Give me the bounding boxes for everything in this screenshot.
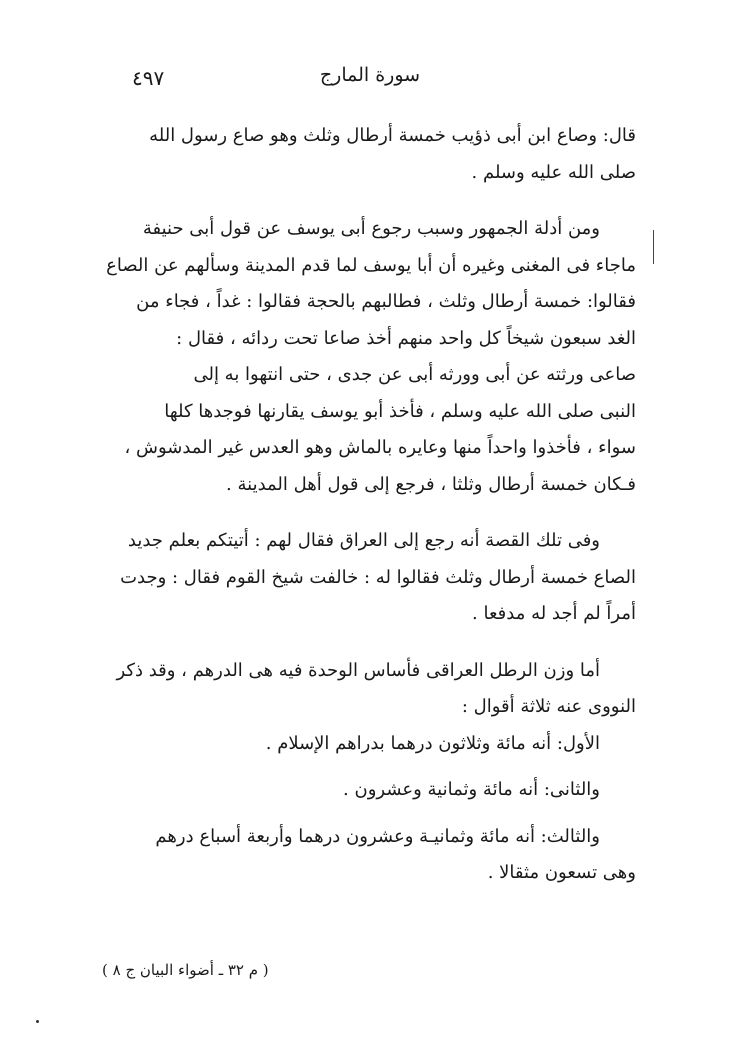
text-line: أمراً لم أجد له مدفعا . xyxy=(472,603,636,624)
text-line: أما وزن الرطل العراقى فأساس الوحدة فيه هى الدرهم ، وقد ذكر xyxy=(116,659,600,681)
text-line: سواء ، فأخذوا واحداً منها وعايره بالماش وهو العدس غير المدشوش ، xyxy=(124,437,636,458)
paragraph-5 xyxy=(102,726,636,763)
text-line: وفى تلك القصة أنه رجع إلى العراق فقال لهم : أتيتكم بعلم جديد xyxy=(127,530,600,551)
body-text xyxy=(102,118,636,892)
stray-dot xyxy=(36,1020,39,1023)
text-line: قال: وصاع ابن أبى ذؤيب خمسة أرطال وثلث وهو صاع رسول الله xyxy=(149,125,636,146)
text-line: النووى عنه ثلاثة أقوال : xyxy=(461,696,636,717)
text-line: والثالث: أنه مائة وثمانيـة وعشرون درهما وأربعة أسباع درهم xyxy=(155,825,600,847)
paragraph-7 xyxy=(102,819,636,892)
text-line: صاعى ورثته عن أبى وورثه أبى عن جدى ، حتى انتهوا به إلى xyxy=(193,364,636,385)
footer-signature: ( م ٣٢ ـ أضواء البيان ج ٨ ) xyxy=(102,961,269,979)
page-number: ٤٩٧ xyxy=(132,66,165,90)
paragraph-gap xyxy=(102,762,636,772)
text-line: والثانى: أنه مائة وثمانية وعشرون . xyxy=(343,779,600,800)
paragraph-gap xyxy=(102,191,636,211)
paragraph-2 xyxy=(102,211,636,503)
text-line: ومن أدلة الجمهور وسبب رجوع أبى يوسف عن قول أبى حنيفة xyxy=(142,218,600,239)
text-line: فقالوا: خمسة أرطال وثلث ، فطالبهم بالحجة فقالوا : غداً ، فجاء من xyxy=(136,291,636,312)
paragraph-gap xyxy=(102,633,636,653)
paragraph-6 xyxy=(102,772,636,809)
paragraph-3 xyxy=(102,523,636,633)
text-line: فـكان خمسة أرطال وثلثا ، فرجع إلى قول أهل المدينة . xyxy=(226,473,636,495)
paragraph-4 xyxy=(102,653,636,726)
text-line: وهى تسعون مثقالا . xyxy=(487,862,636,883)
text-line: ماجاء فى المغنى وغيره أن أبا يوسف لما قدم المدينة وسألهم عن الصاع xyxy=(106,254,636,276)
text-line: صلى الله عليه وسلم . xyxy=(471,161,636,183)
text-line: الغد سبعون شيخاً كل واحد منهم أخذ صاعا تحت ردائه ، فقال : xyxy=(176,327,636,349)
text-line: الصاع خمسة أرطال وثلث فقالوا له : خالفت شيخ القوم فقال : وجدت xyxy=(120,566,636,588)
paragraph-gap xyxy=(102,809,636,819)
text-line: النبى صلى الله عليه وسلم ، فأخذ أبو يوسف يقارنها فوجدها كلها xyxy=(164,400,636,422)
paragraph-1 xyxy=(102,118,636,191)
text-line: الأول: أنه مائة وثلاثون درهما بدراهم الإسلام . xyxy=(265,732,600,754)
running-header-title: سورة المارج xyxy=(319,64,421,86)
paragraph-gap xyxy=(102,503,636,523)
margin-mark xyxy=(653,230,654,264)
